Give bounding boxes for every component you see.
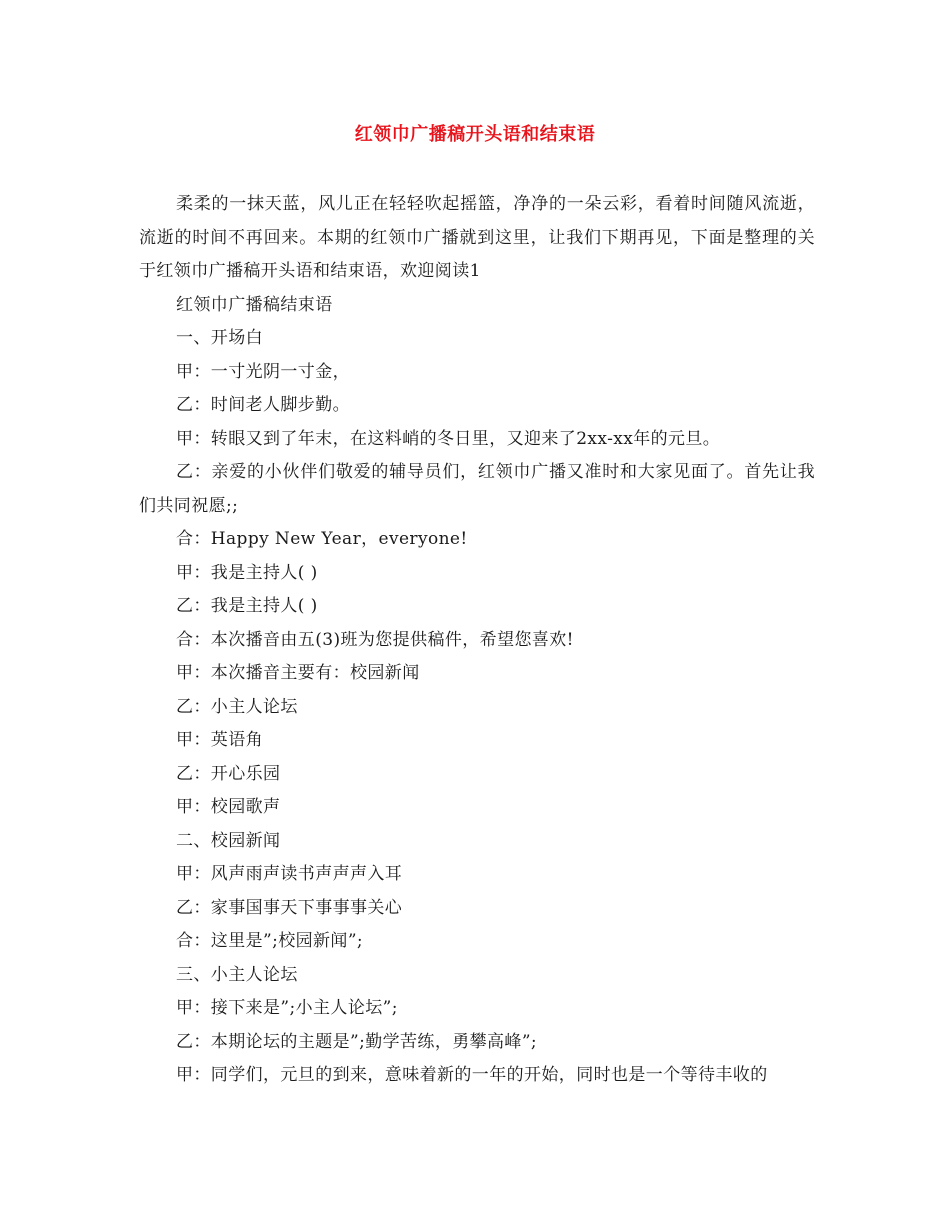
dialogue-line: 甲：风声雨声读书声声声入耳 [176,864,403,884]
dialogue-line: 甲：本次播音主要有：校园新闻 [176,663,420,683]
dialogue-line: 甲：接下来是”;小主人论坛”; [176,998,398,1018]
dialogue-line: 甲：我是主持人( ) [176,562,318,583]
dialogue-line: 合：本次播音由五(3)班为您提供稿件，希望您喜欢! [176,629,574,650]
dialogue-line: 乙：小主人论坛 [176,696,298,717]
dialogue-line: 乙：时间老人脚步勤。 [176,395,350,415]
dialogue-line: 乙：家事国事天下事事事关心 [176,897,403,918]
dialogue-line: 甲：英语角 [176,730,263,750]
document-body [139,188,815,1093]
body-paragraph: 柔柔的一抹天蓝，风儿正在轻轻吹起摇篮，净净的一朵云彩，看着时间随风流逝，流逝的时间不再回来。本期的红领巾广播就到这里，让我们下期再见，下面是整理的关于红领巾广播稿开头语和结束语，欢迎阅读1 [139,194,815,281]
dialogue-line: 合：这里是”;校园新闻”; [176,931,364,951]
dialogue-line: 乙：亲爱的小伙伴们敬爱的辅导员们，红领巾广播又准时和大家见面了。首先让我们共同祝愿;; [139,462,815,516]
body-paragraph: 红领巾广播稿结束语 [176,294,333,315]
dialogue-line: 合：Happy New Year，everyone! [176,529,468,549]
section-heading: 二、校园新闻 [176,830,281,851]
dialogue-line: 乙：开心乐园 [176,763,281,784]
dialogue-line: 甲：一寸光阴一寸金， [176,361,350,382]
section-heading: 一、开场白 [176,328,263,348]
dialogue-line: 甲：同学们，元旦的到来，意味着新的一年的开始，同时也是一个等待丰收的 [176,1065,768,1085]
dialogue-line: 乙：我是主持人( ) [176,596,318,616]
document-title: 红领巾广播稿开头语和结束语 [354,124,596,145]
dialogue-line: 甲：转眼又到了年末，在这料峭的冬日里，又迎来了2xx-xx年的元旦。 [176,428,721,449]
dialogue-line: 乙：本期论坛的主题是”;勤学苦练，勇攀高峰”; [176,1031,538,1052]
section-heading: 三、小主人论坛 [176,964,298,985]
dialogue-line: 甲：校园歌声 [176,797,281,817]
